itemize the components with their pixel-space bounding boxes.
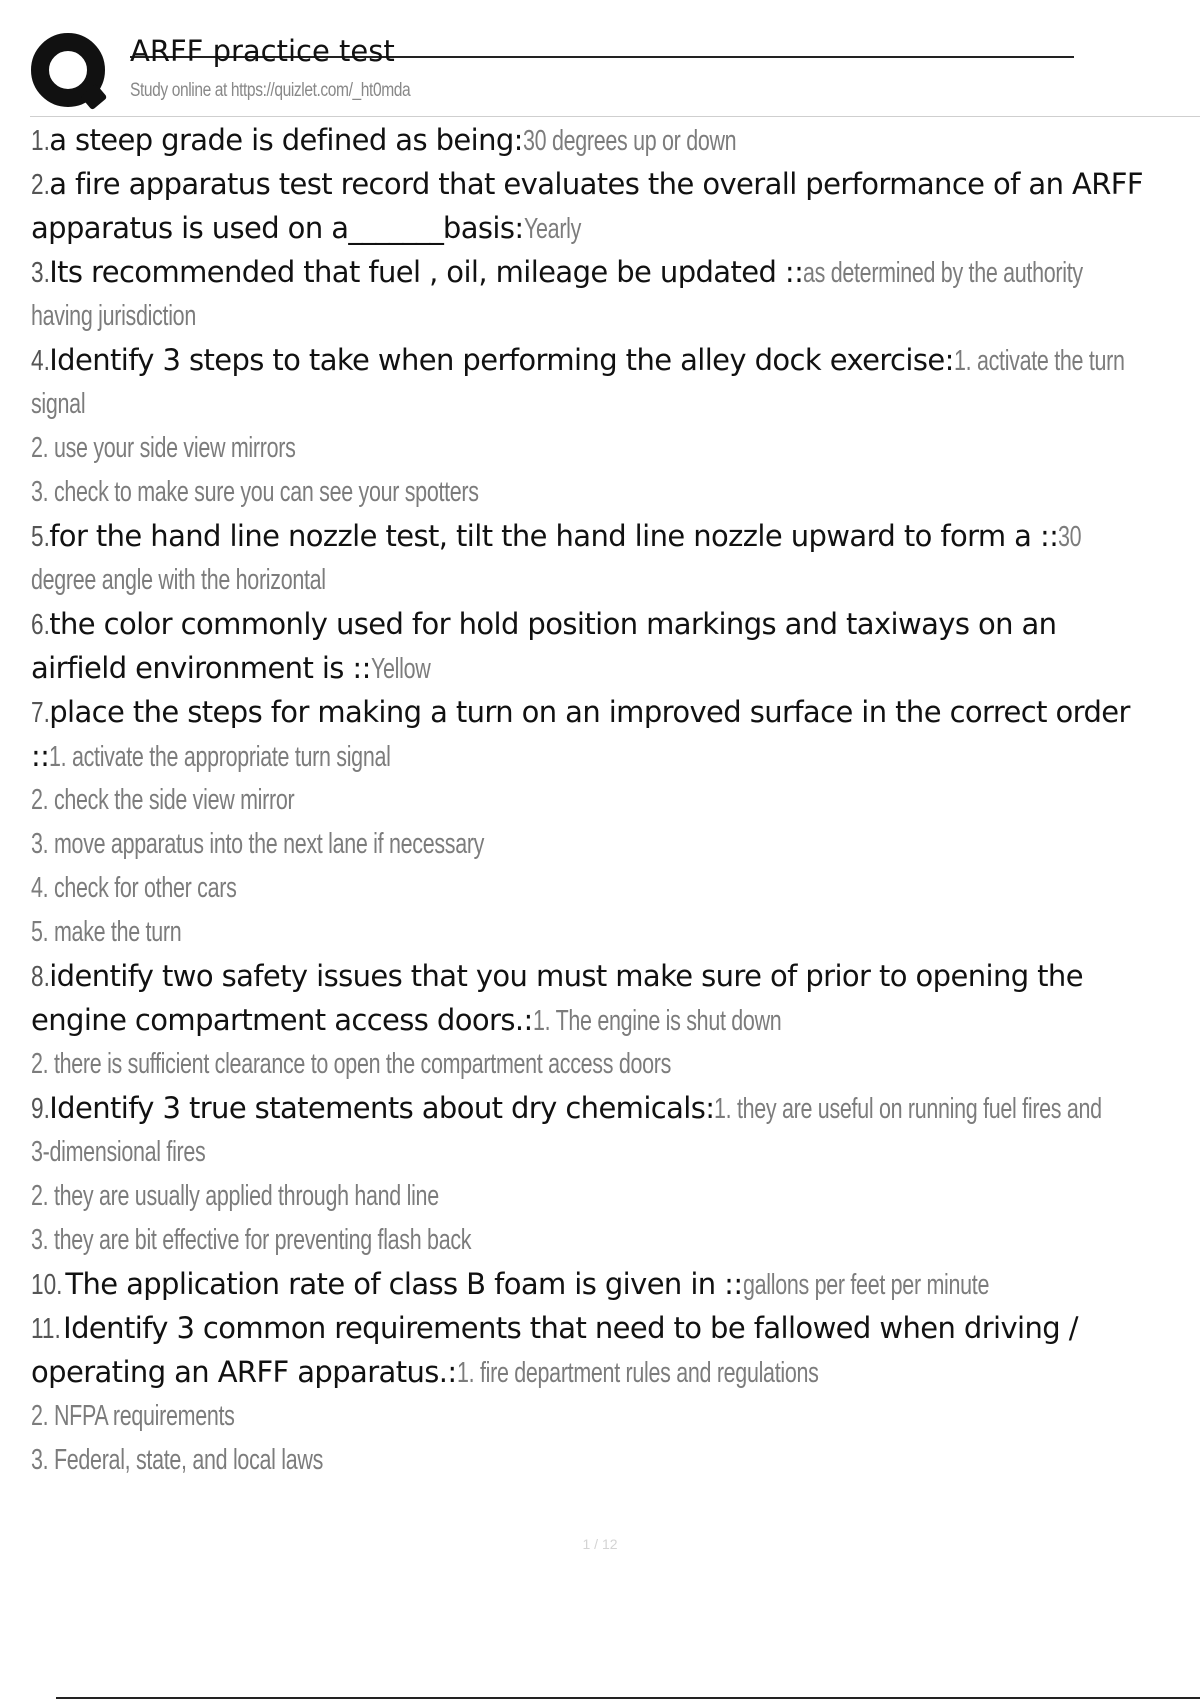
answer-text: 5. make the turn: [31, 916, 182, 948]
answer-text: 1. activate the turn: [953, 345, 1125, 377]
question-item-2: [31, 162, 1200, 250]
question-text: The application rate of class B foam is given in ::: [65, 1267, 743, 1301]
question-text: the color commonly used for hold position markings and taxiways on an: [49, 607, 1057, 641]
answer-text: 3. move apparatus into the next lane if necessary: [31, 828, 485, 860]
question-text: operating an ARFF apparatus.:: [31, 1355, 457, 1389]
question-number: 8.: [31, 961, 50, 993]
question-item-1: [31, 118, 1200, 162]
question-text: ::: [31, 739, 50, 773]
header-divider: [30, 116, 1200, 117]
study-online-link[interactable]: Study online at https://quizlet.com/_ht0mda: [130, 80, 411, 101]
answer-text: as determined by the authority: [803, 257, 1084, 289]
question-number: 11.: [31, 1313, 61, 1345]
answer-text: 3-dimensional fires: [31, 1136, 206, 1168]
answer-text: 2. NFPA requirements: [31, 1400, 235, 1432]
question-item-9: [31, 1086, 1200, 1262]
quizlet-logo-icon: [30, 32, 114, 116]
answer-text: 3. check to make sure you can see your spotters: [31, 476, 479, 508]
question-text: basis:: [442, 211, 524, 245]
answer-text: Yearly: [523, 213, 581, 245]
question-item-3: [31, 250, 1200, 338]
document-header: [30, 30, 1170, 116]
fill-in-blank: _______: [348, 211, 443, 245]
question-text: Its recommended that fuel , oil, mileage be updated ::: [49, 255, 804, 289]
answer-text: having jurisdiction: [31, 300, 196, 332]
answer-text: 1. they are useful on running fuel fires and: [714, 1093, 1103, 1125]
answer-text: degree angle with the horizontal: [31, 564, 326, 596]
answer-text: 30 degrees up or down: [522, 125, 737, 157]
question-number: 7.: [31, 697, 50, 729]
answer-text: 1. fire department rules and regulations: [456, 1357, 819, 1389]
question-number: 2.: [31, 169, 50, 201]
answer-text: Yellow: [370, 653, 431, 685]
question-text: Identify 3 common requirements that need to be fallowed when driving /: [63, 1311, 1078, 1345]
answer-text: 2. use your side view mirrors: [31, 432, 296, 464]
question-number: 9.: [31, 1093, 50, 1125]
question-text: Identify 3 steps to take when performing the alley dock exercise:: [49, 343, 954, 377]
question-number: 6.: [31, 609, 50, 641]
answer-text: signal: [31, 388, 86, 420]
question-text: a fire apparatus test record that evaluates the overall performance of an ARFF: [49, 167, 1143, 201]
question-number: 10.: [31, 1269, 63, 1301]
question-number: 1.: [31, 125, 50, 157]
question-item-6: [31, 602, 1200, 690]
answer-text: 2. there is sufficient clearance to open the compartment access doors: [31, 1048, 672, 1080]
answer-text: 4. check for other cars: [31, 872, 237, 904]
question-item-7: [31, 690, 1200, 954]
question-number: 4.: [31, 345, 50, 377]
question-item-8: [31, 954, 1200, 1086]
answer-text: 1. activate the appropriate turn signal: [49, 741, 391, 773]
answer-text: 30: [1058, 521, 1082, 553]
question-list: [31, 118, 1200, 1482]
question-text: Identify 3 true statements about dry chemicals:: [49, 1091, 715, 1125]
question-text: apparatus is used on a: [31, 211, 349, 245]
answer-text: 1. The engine is shut down: [532, 1005, 782, 1037]
question-number: 5.: [31, 521, 50, 553]
question-item-4: [31, 338, 1200, 514]
document-title: ARFF practice test: [130, 34, 395, 68]
footer-divider: [56, 1697, 1200, 1699]
question-number: 3.: [31, 257, 50, 289]
question-item-10: [31, 1262, 1200, 1306]
question-text: for the hand line nozzle test, tilt the hand line nozzle upward to form a ::: [49, 519, 1059, 553]
question-text: identify two safety issues that you must make sure of prior to opening the: [49, 959, 1083, 993]
answer-text: 2. check the side view mirror: [31, 784, 295, 816]
question-item-5: [31, 514, 1200, 602]
answer-text: 2. they are usually applied through hand line: [31, 1180, 439, 1212]
question-text: airfield environment is ::: [31, 651, 371, 685]
answer-text: 3. they are bit effective for preventing flash back: [31, 1224, 472, 1256]
question-item-11: [31, 1306, 1200, 1482]
question-text: place the steps for making a turn on an improved surface in the correct order: [49, 695, 1130, 729]
question-text: engine compartment access doors.:: [31, 1003, 533, 1037]
page-number: 1 / 12: [582, 1536, 618, 1552]
answer-text: gallons per feet per minute: [742, 1269, 989, 1301]
answer-text: 3. Federal, state, and local laws: [31, 1444, 324, 1476]
question-text: a steep grade is defined as being:: [49, 123, 523, 157]
